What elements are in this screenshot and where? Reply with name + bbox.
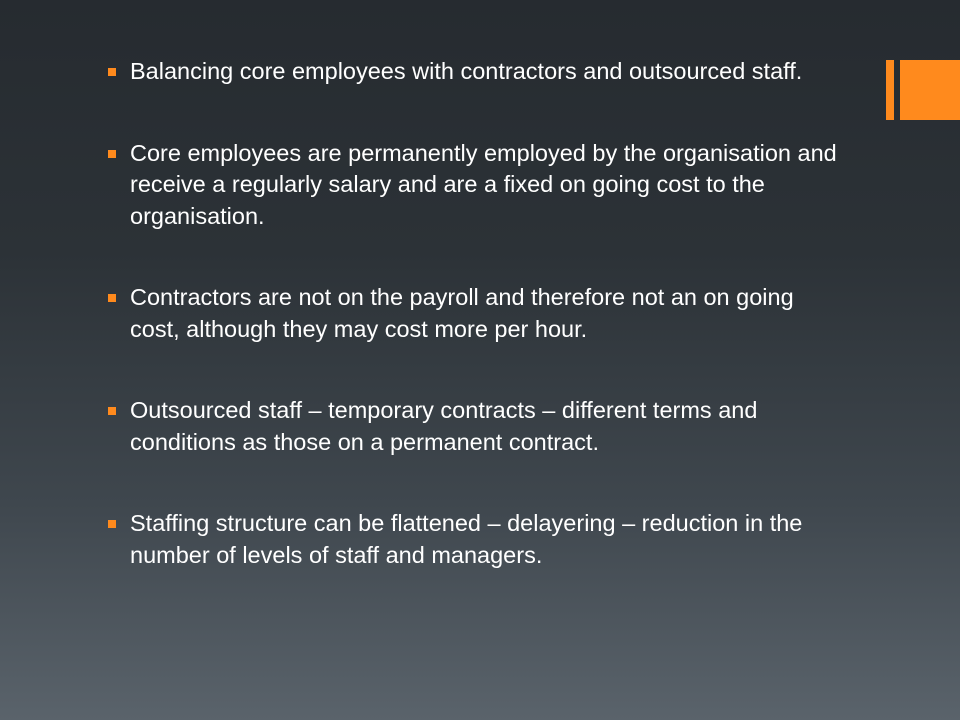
square-bullet-icon: [108, 294, 116, 302]
bullet-item-outsourced-staff: [108, 395, 848, 458]
bullet-text: Outsourced staff – temporary contracts – different terms and conditions as those on a permanent contract.: [130, 397, 758, 455]
bullet-item-core-vs-contractors: [108, 56, 848, 88]
bullet-item-core-employees: [108, 138, 848, 233]
bullet-text: Core employees are permanently employed by the organisation and receive a regularly salary and are a fixed on going cost to the organisation.: [130, 139, 837, 229]
accent-bar-thin: [886, 60, 894, 120]
square-bullet-icon: [108, 520, 116, 528]
bullet-list: [108, 56, 848, 571]
square-bullet-icon: [108, 68, 116, 76]
bullet-text: Staffing structure can be flattened – delayering – reduction in the number of levels of staff and managers.: [130, 510, 803, 568]
bullet-item-delayering: [108, 508, 848, 571]
square-bullet-icon: [108, 150, 116, 158]
bullet-text: Balancing core employees with contractors and outsourced staff.: [130, 58, 803, 84]
square-bullet-icon: [108, 407, 116, 415]
bullet-item-contractors: [108, 282, 848, 345]
slide-body: [108, 56, 848, 571]
accent-block: [900, 60, 960, 120]
bullet-text: Contractors are not on the payroll and therefore not an on going cost, although they may cost more per hour.: [130, 284, 794, 342]
